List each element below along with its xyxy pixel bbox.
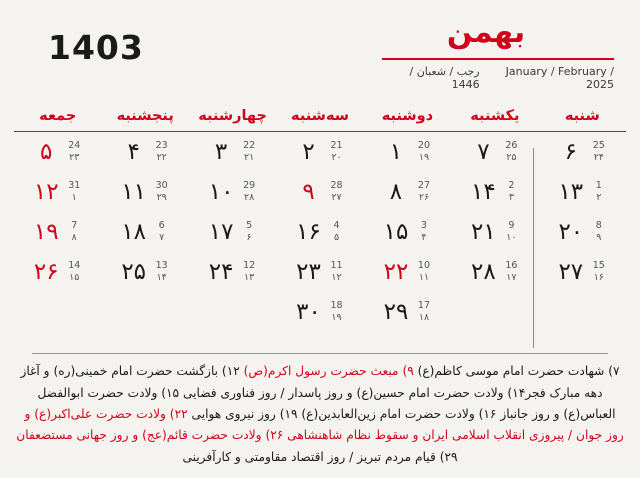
event-entry: ۱۴) ولادت حضرت امام حسین(ع) و روز پاسدار / روز فناوری فضایی ۱۵) ولادت حضرت ابوالفضل العباس(ع) و روز جانباز ۱۶) ولادت حضرت امام زین‌العابدین(ع) ۱۹) روز نیروی هوایی <box>37 385 616 421</box>
day-secondary-dates <box>503 260 519 284</box>
day-number-hijri: ۴ <box>421 232 427 243</box>
day-secondary-dates <box>591 140 607 164</box>
weekday-header-row <box>14 107 626 130</box>
calendar-day-cell[interactable] <box>189 132 276 173</box>
day-number-gregorian: 2 <box>508 180 515 192</box>
day-cell-content <box>14 220 101 244</box>
day-number-gregorian: 8 <box>595 220 602 232</box>
friday-column-separator <box>533 148 534 348</box>
gregorian-range: January / February / 2025 <box>505 65 614 91</box>
calendar-empty-cell <box>101 292 188 332</box>
day-number-gregorian: 18 <box>330 300 343 312</box>
day-number-hijri: ۲۷ <box>331 192 342 203</box>
day-number-gregorian: 21 <box>330 140 343 152</box>
day-number-gregorian: 20 <box>417 140 430 152</box>
day-cell-content <box>451 140 538 164</box>
day-secondary-dates <box>154 260 170 284</box>
day-secondary-dates <box>591 220 607 244</box>
calendar-day-cell[interactable] <box>101 212 188 252</box>
calendar-day-cell[interactable] <box>189 172 276 212</box>
day-number-jalali: ۵ <box>40 138 53 165</box>
calendar-body <box>14 132 626 333</box>
day-cell-content <box>189 220 276 244</box>
day-number-jalali: ۲۹ <box>383 298 409 325</box>
day-cell-content <box>451 180 538 204</box>
day-number-hijri: ۱۰ <box>506 232 517 243</box>
day-secondary-dates <box>66 180 82 204</box>
weekday-seshanbe: سه‌شنبه <box>291 108 349 124</box>
day-number-hijri: ۲۴ <box>593 152 604 163</box>
day-cell-content <box>14 140 101 164</box>
day-cell-content <box>364 300 451 324</box>
day-cell-content <box>101 220 188 244</box>
day-number-gregorian: 17 <box>417 300 430 312</box>
day-number-gregorian: 14 <box>68 260 81 272</box>
calendar-day-cell[interactable] <box>276 292 363 332</box>
day-number-gregorian: 1 <box>595 180 602 192</box>
calendar-week-row <box>14 252 626 292</box>
calendar-week-row <box>14 292 626 332</box>
day-number-hijri: ۳ <box>508 192 514 203</box>
day-secondary-dates <box>416 260 432 284</box>
day-number-gregorian: 3 <box>420 220 427 232</box>
day-number-hijri: ۲۳ <box>69 152 80 163</box>
day-number-jalali: ۹ <box>302 178 315 205</box>
day-cell-content <box>276 140 363 164</box>
day-number-hijri: ۸ <box>71 232 77 243</box>
calendar-day-cell[interactable] <box>101 132 188 173</box>
calendar-day-cell[interactable] <box>189 252 276 292</box>
calendar-week-row <box>14 212 626 252</box>
day-number-jalali: ۱۶ <box>296 218 321 245</box>
day-number-hijri: ۲۸ <box>244 192 255 203</box>
day-number-hijri: ۲۱ <box>244 152 255 163</box>
day-cell-content <box>451 260 538 284</box>
day-number-jalali: ۲ <box>302 138 315 165</box>
day-cell-content <box>276 260 363 284</box>
day-cell-content <box>14 260 101 284</box>
calendar-day-cell[interactable] <box>451 172 538 212</box>
year-label: 1403 <box>48 28 144 67</box>
day-number-hijri: ۲۶ <box>418 192 430 203</box>
calendar-day-cell[interactable] <box>539 252 626 292</box>
day-number-hijri: ۶ <box>246 232 252 243</box>
day-secondary-dates <box>154 140 170 164</box>
day-number-gregorian: 15 <box>592 260 605 272</box>
calendar-day-cell[interactable] <box>276 132 363 173</box>
day-number-hijri: ۲۰ <box>331 152 342 163</box>
day-secondary-dates <box>154 180 170 204</box>
calendar-day-cell[interactable] <box>539 212 626 252</box>
footer-divider <box>32 353 608 354</box>
calendar-day-cell[interactable] <box>276 172 363 212</box>
day-cell-content <box>276 180 363 204</box>
day-number-jalali: ۲۷ <box>558 258 584 285</box>
calendar-header <box>0 0 640 91</box>
day-cell-content <box>539 220 626 244</box>
events-footer <box>0 347 640 478</box>
day-number-jalali: ۳۰ <box>296 298 321 325</box>
day-number-jalali: ۲۲ <box>383 258 409 285</box>
day-number-hijri: ۱۸ <box>418 312 430 323</box>
day-number-jalali: ۱۳ <box>558 178 584 205</box>
day-number-gregorian: 7 <box>71 220 78 232</box>
calendar-day-cell[interactable] <box>364 292 451 332</box>
calendar-day-cell[interactable] <box>539 132 626 173</box>
calendar-empty-cell <box>451 292 538 332</box>
day-number-jalali: ۲۸ <box>471 258 496 285</box>
calendar-grid <box>0 107 640 332</box>
day-number-gregorian: 22 <box>243 140 256 152</box>
day-number-hijri: ۱ <box>71 192 77 203</box>
day-number-jalali: ۱۲ <box>33 178 59 205</box>
day-number-hijri: ۱۳ <box>244 272 255 283</box>
day-number-jalali: ۲۴ <box>208 258 234 285</box>
day-secondary-dates <box>241 180 257 204</box>
day-number-jalali: ۱۴ <box>471 178 496 205</box>
day-secondary-dates <box>66 220 82 244</box>
day-secondary-dates <box>329 260 345 284</box>
day-secondary-dates <box>329 140 345 164</box>
day-secondary-dates <box>241 260 257 284</box>
calendar-day-cell[interactable] <box>14 132 101 173</box>
day-secondary-dates <box>416 180 432 204</box>
month-block <box>364 15 614 91</box>
day-cell-content <box>189 180 276 204</box>
calendar-day-cell[interactable] <box>364 172 451 212</box>
day-number-gregorian: 28 <box>330 180 343 192</box>
day-number-hijri: ۲ <box>596 192 602 203</box>
calendar-day-cell[interactable] <box>451 252 538 292</box>
day-cell-content <box>364 140 451 164</box>
day-number-hijri: ۱۱ <box>418 272 430 283</box>
day-cell-content <box>364 220 451 244</box>
day-secondary-dates <box>591 260 607 284</box>
day-number-gregorian: 27 <box>417 180 430 192</box>
day-secondary-dates <box>503 140 519 164</box>
day-number-hijri: ۷ <box>159 232 165 243</box>
day-number-hijri: ۱۷ <box>506 272 517 283</box>
calendar-day-cell[interactable] <box>14 212 101 252</box>
calendar-day-cell[interactable] <box>14 172 101 212</box>
day-secondary-dates <box>416 300 432 324</box>
month-name: بهمن <box>446 15 526 50</box>
day-secondary-dates <box>416 220 432 244</box>
weekday-jome: جمعه <box>39 108 77 124</box>
day-number-jalali: ۲۰ <box>558 218 584 245</box>
day-number-gregorian: 10 <box>417 260 430 272</box>
day-number-gregorian: 9 <box>508 220 515 232</box>
event-entry: ۷) شهادت حضرت امام موسی کاظم(ع) <box>417 364 620 379</box>
calendar-day-cell[interactable] <box>189 212 276 252</box>
day-number-jalali: ۸ <box>389 178 403 205</box>
day-number-jalali: ۲۵ <box>121 258 147 285</box>
event-entry: ۲۶) ولادت حضرت قائم(عج) و روز جهانی مستضعفان <box>16 428 288 443</box>
day-number-hijri: ۱۴ <box>156 272 167 283</box>
day-cell-content <box>101 180 188 204</box>
event-entry: ۹) مبعث حضرت رسول اکرم(ص) <box>243 364 418 379</box>
day-number-hijri: ۲۵ <box>506 152 517 163</box>
day-number-hijri: ۱۶ <box>593 272 604 283</box>
calendar-empty-cell <box>539 292 626 332</box>
day-number-gregorian: 16 <box>505 260 518 272</box>
weekday-panjshanbe: پنجشنبه <box>116 108 174 124</box>
day-number-gregorian: 25 <box>592 140 605 152</box>
secondary-calendars <box>382 65 614 91</box>
day-number-hijri: ۵ <box>333 232 340 243</box>
day-number-gregorian: 29 <box>243 180 256 192</box>
day-cell-content <box>364 260 451 284</box>
day-number-jalali: ۲۱ <box>471 218 496 245</box>
day-number-jalali: ۱۷ <box>208 218 234 245</box>
day-number-hijri: ۱۹ <box>418 152 430 163</box>
day-cell-content <box>276 300 363 324</box>
weekday-yekshanbe: یکشنبه <box>470 108 520 124</box>
day-secondary-dates <box>66 260 82 284</box>
day-cell-content <box>539 180 626 204</box>
day-cell-content <box>189 140 276 164</box>
hijri-range: رجب / شعبان / 1446 <box>409 65 480 91</box>
calendar-empty-cell <box>189 292 276 332</box>
day-number-gregorian: 26 <box>505 140 518 152</box>
day-number-gregorian: 31 <box>68 180 81 192</box>
calendar-day-cell[interactable] <box>364 252 451 292</box>
calendar-day-cell[interactable] <box>364 132 451 173</box>
day-number-hijri: ۱۹ <box>331 312 342 323</box>
calendar-day-cell[interactable] <box>276 252 363 292</box>
day-number-hijri: ۲۲ <box>156 152 167 163</box>
day-secondary-dates <box>503 180 519 204</box>
day-number-jalali: ۱۹ <box>33 218 59 245</box>
day-number-hijri: ۱۵ <box>69 272 80 283</box>
day-number-jalali: ۶ <box>564 138 577 165</box>
day-cell-content <box>101 260 188 284</box>
day-number-jalali: ۳ <box>214 138 228 165</box>
day-cell-content <box>276 220 363 244</box>
day-number-jalali: ۱۰ <box>208 178 234 205</box>
day-number-hijri: ۹ <box>596 232 602 243</box>
day-number-jalali: ۱۱ <box>121 178 147 205</box>
day-secondary-dates <box>416 140 432 164</box>
events-text <box>16 361 624 468</box>
day-number-gregorian: 13 <box>155 260 168 272</box>
calendar-day-cell[interactable] <box>101 252 188 292</box>
day-cell-content <box>189 260 276 284</box>
calendar-day-cell[interactable] <box>101 172 188 212</box>
calendar-week-row <box>14 132 626 173</box>
day-number-gregorian: 4 <box>333 220 340 232</box>
calendar-day-cell[interactable] <box>451 212 538 252</box>
day-number-jalali: ۷ <box>477 138 490 165</box>
calendar-day-cell[interactable] <box>364 212 451 252</box>
day-cell-content <box>101 140 188 164</box>
event-entry: ۲۹) قیام مردم تبریز / روز اقتصاد مقاومتی و کارآفرینی <box>182 449 458 464</box>
day-cell-content <box>539 140 626 164</box>
day-number-jalali: ۲۳ <box>296 258 321 285</box>
day-number-hijri: ۱۲ <box>331 272 342 283</box>
month-divider <box>382 58 614 60</box>
day-cell-content <box>364 180 451 204</box>
day-number-gregorian: 6 <box>158 220 165 232</box>
day-secondary-dates <box>329 220 345 244</box>
day-secondary-dates <box>591 180 607 204</box>
day-secondary-dates <box>154 220 170 244</box>
day-secondary-dates <box>66 140 82 164</box>
day-number-jalali: ۴ <box>127 138 140 165</box>
day-number-jalali: ۱۵ <box>383 218 409 245</box>
calendar-day-cell[interactable] <box>539 172 626 212</box>
day-number-gregorian: 23 <box>155 140 168 152</box>
day-secondary-dates <box>241 220 257 244</box>
day-secondary-dates <box>503 220 519 244</box>
calendar-table <box>14 107 626 332</box>
day-number-gregorian: 30 <box>155 180 168 192</box>
weekday-shanbe: شنبه <box>564 108 600 124</box>
day-secondary-dates <box>329 300 345 324</box>
weekday-chaharshanbe: چهارشنبه <box>198 108 267 124</box>
day-secondary-dates <box>241 140 257 164</box>
day-number-gregorian: 11 <box>330 260 343 272</box>
day-number-jalali: ۱ <box>389 138 403 165</box>
day-number-hijri: ۲۹ <box>156 192 167 203</box>
calendar-week-row <box>14 172 626 212</box>
day-number-gregorian: 24 <box>68 140 81 152</box>
event-entry: ۱۲) بازگشت حضرت امام خمینی(ره) و آغاز دهه مبارک فجر <box>20 364 603 400</box>
calendar-day-cell[interactable] <box>14 252 101 292</box>
day-cell-content <box>14 180 101 204</box>
day-cell-content <box>539 260 626 284</box>
calendar-day-cell[interactable] <box>451 132 538 173</box>
day-number-jalali: ۱۸ <box>121 218 147 245</box>
weekday-doshanbe: دوشنبه <box>381 108 434 124</box>
day-number-jalali: ۲۶ <box>33 258 59 285</box>
event-entry: ۲۲) ولادت حضرت علی‌اکبر(ع) و روز جوان / پیروزی انقلاب اسلامی ایران و سقوط نظام شاهنشاهی <box>24 406 624 443</box>
day-cell-content <box>451 220 538 244</box>
day-secondary-dates <box>329 180 345 204</box>
day-number-gregorian: 5 <box>246 220 253 232</box>
calendar-empty-cell <box>14 292 101 332</box>
day-number-gregorian: 12 <box>243 260 256 272</box>
calendar-day-cell[interactable] <box>276 212 363 252</box>
